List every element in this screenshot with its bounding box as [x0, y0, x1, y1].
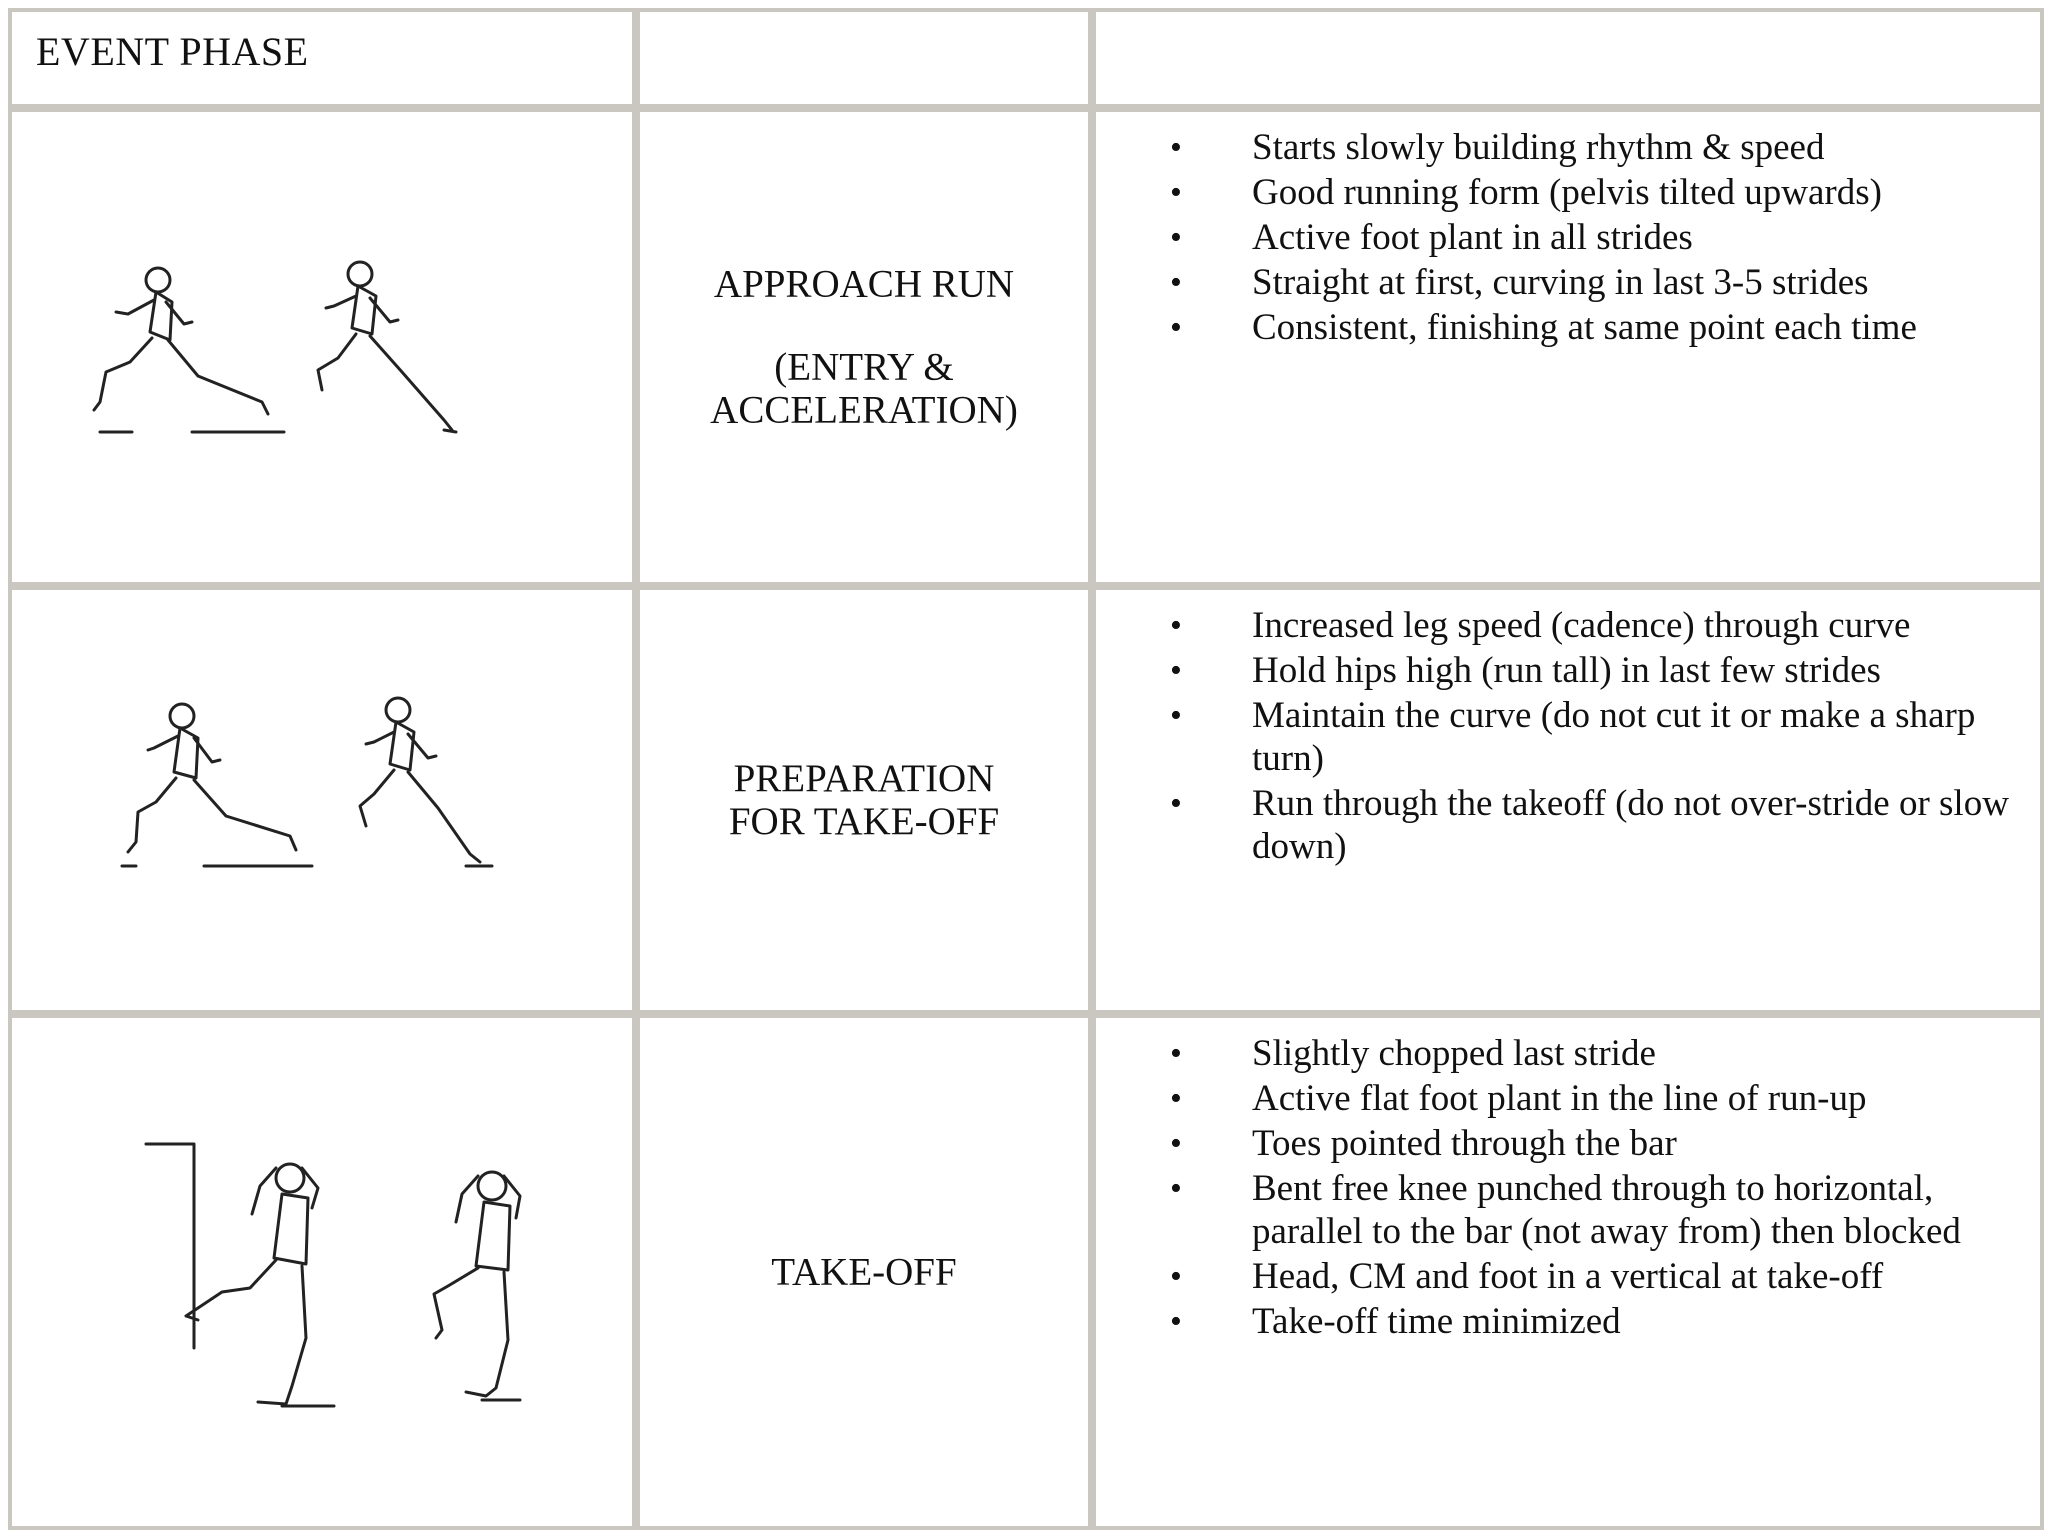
phase-cell [636, 108, 1092, 586]
runner-approach-illustration [72, 252, 492, 452]
table-row [8, 1014, 2044, 1530]
key-points-cell [1092, 1014, 2044, 1530]
key-points-list [1170, 126, 2030, 351]
table-row [8, 586, 2044, 1014]
key-points-cell [1092, 586, 2044, 1014]
key-points-cell [1092, 108, 2044, 586]
list-item: • Active flat foot plant in the line of run-up [1170, 1077, 2030, 1120]
list-item: • Take-off time minimized [1170, 1300, 2030, 1343]
list-item: • Hold hips high (run tall) in last few strides [1170, 649, 2030, 692]
list-item: • Bent free knee punched through to horizontal, parallel to the bar (not away from) then blocked [1170, 1167, 2030, 1253]
list-item: • Toes pointed through the bar [1170, 1122, 2030, 1165]
list-item: • Straight at first, curving in last 3-5 strides [1170, 261, 2030, 304]
figure-cell [8, 108, 636, 586]
list-item: • Slightly chopped last stride [1170, 1032, 2030, 1075]
list-item: • Good running form (pelvis tilted upwards) [1170, 171, 2030, 214]
list-item: • Head, CM and foot in a vertical at take-off [1170, 1255, 2030, 1298]
technique-table [8, 8, 2044, 1530]
header-cell-empty [1092, 8, 2044, 108]
list-item: • Run through the takeoff (do not over-stride or slow down) [1170, 782, 2030, 868]
list-item: • Maintain the curve (do not cut it or make a sharp turn) [1170, 694, 2030, 780]
runner-preparation-illustration [108, 690, 528, 890]
jumper-takeoff-illustration [142, 1138, 562, 1418]
header-cell-event-phase [8, 8, 636, 108]
figure-cell [8, 586, 636, 1014]
list-item: • Consistent, finishing at same point each time [1170, 306, 2030, 349]
phase-cell [636, 1014, 1092, 1530]
header-row [8, 8, 2044, 108]
list-item: • Active foot plant in all strides [1170, 216, 2030, 259]
header-cell-empty [636, 8, 1092, 108]
phase-name: TAKE-OFF [771, 1250, 957, 1294]
phase-cell [636, 586, 1092, 1014]
phase-name: PREPARATION FOR TAKE-OFF [728, 757, 1000, 843]
list-item: • Increased leg speed (cadence) through curve [1170, 604, 2030, 647]
header-label: EVENT PHASE [36, 29, 309, 74]
key-points-list [1170, 604, 2030, 870]
table-row [8, 108, 2044, 586]
key-points-list [1170, 1032, 2030, 1345]
phase-name: APPROACH RUN (ENTRY & ACCELERATION) [710, 262, 1018, 432]
figure-cell [8, 1014, 636, 1530]
list-item: • Starts slowly building rhythm & speed [1170, 126, 2030, 169]
